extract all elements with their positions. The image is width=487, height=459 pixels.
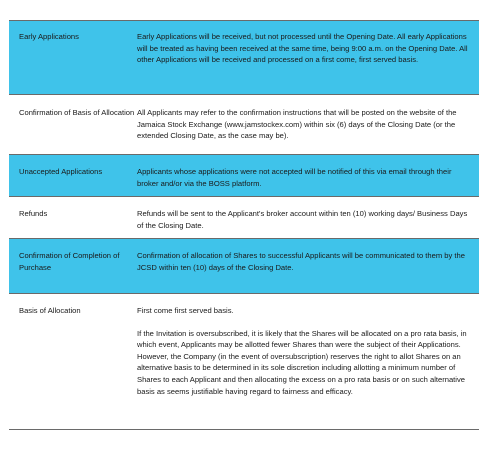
row-paragraph: Confirmation of allocation of Shares to successful Applicants will be communicated to them by the JCSD within ten (10) days of the Closing Date. xyxy=(137,251,465,272)
table-row-confirmation-of-basis xyxy=(9,95,479,155)
table-row-early-applications xyxy=(9,20,479,95)
row-label: Basis of Allocation xyxy=(19,306,81,315)
table-row-basis-of-allocation xyxy=(9,294,479,430)
table-row-confirmation-of-completion xyxy=(9,239,479,294)
row-content xyxy=(137,166,479,196)
row-paragraph: Applicants whose applications were not accepted will be notified of this via email through their broker and/or via the BOSS platform. xyxy=(137,167,452,188)
row-label: Confirmation of Completion of Purchase xyxy=(19,251,120,272)
allocation-terms-table xyxy=(9,20,479,430)
table-row-refunds xyxy=(9,197,479,239)
row-label: Early Applications xyxy=(19,32,79,41)
table-row-unaccepted-applications xyxy=(9,155,479,197)
row-label: Refunds xyxy=(19,209,48,218)
row-paragraph: All Applicants may refer to the confirmation instructions that will be posted on the website of the Jamaica Stock Exchange (www.jamstockex.com) within six (6) days of the Closing Date (or the extended Closing Date, as the case may be). xyxy=(137,108,457,141)
row-content xyxy=(137,31,479,94)
row-paragraph: Refunds will be sent to the Applicant's broker account within ten (10) working days/ Business Days of the Closing Date. xyxy=(137,209,468,230)
row-label: Unaccepted Applications xyxy=(19,167,103,176)
row-paragraph: First come first served basis. xyxy=(137,306,234,315)
row-content xyxy=(137,250,479,293)
row-paragraph: Early Applications will be received, but not processed until the Opening Date. All early Applications will be treated as having been received at the same time, being 9:00 a.m. on the Opening Date. All other Applications will be received and processed on a first come, first served basis. xyxy=(137,32,468,65)
row-content xyxy=(137,305,479,429)
row-paragraph: If the Invitation is oversubscribed, it is likely that the Shares will be allocated on a pro rata basis, in which event, Applicants may be allotted fewer Shares than were the subject of their Applications. However, the Company (in the event of oversubscription) reserves the right to allot Shares on an alternative basis to be determined in its sole discretion including allotting a minimum number of Shares to each Applicant and then allocating the excess on a pro rata basis or on such alternative basis as seems justifiable having regard to fairness and efficacy. xyxy=(137,328,467,396)
row-content xyxy=(137,107,479,154)
row-label: Confirmation of Basis of Allocation xyxy=(19,108,135,117)
row-content xyxy=(137,208,479,238)
